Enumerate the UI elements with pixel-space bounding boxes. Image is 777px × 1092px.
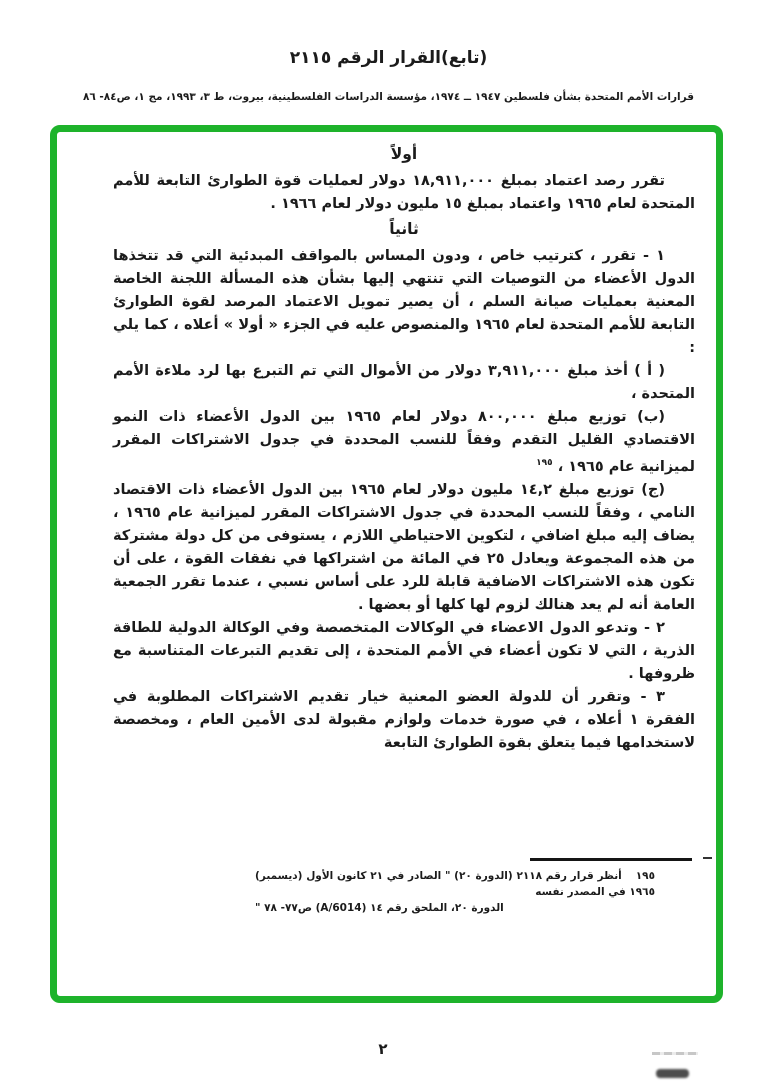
paragraph-clause-1: ١ - تقرر ، كترتيب خاص ، ودون المساس بالمواقف المبدئية التي قد تتخذها الدول الأعضاء من التوصيات التي تنتهي إليها بشأن هذه المسألة اللجنة الخاصة المعنية بعمليات صيانة السلم ، أن يصير تمويل الاعتماد المرصد لقوة الطوارئ التابعة للأمم المتحدة لعام ١٩٦٥ والمنصوص عليه في الجزء « أولا » أعلاه ، كما يلي : <box>113 248 696 356</box>
page-number: ٢ <box>378 1040 388 1058</box>
footnote-number: ١٩٥ <box>635 870 655 882</box>
paragraph-clause-2: ٢ - وتدعو الدول الاعضاء في الوكالات المتخصصة وفي الوكالة الدولية للطاقة الذرية ، التي لا تكون أعضاء في الأمم المتحدة ، إلى تقديم التبرعات المتناسبة مع ظروفها . <box>113 620 695 682</box>
source-citation: قرارات الأمم المتحدة بشأن فلسطين ١٩٤٧ ــ ١٩٧٤، مؤسسة الدراسات الفلسطينية، بيروت، ط ٣، ١٩٩٣، مج ١، ص٨٤- ٨٦ <box>82 91 695 103</box>
footnote <box>255 868 655 916</box>
footnote-separator-line <box>530 858 692 861</box>
clause-1b-text: (ب) توزيع مبلغ ٨٠٠,٠٠٠ دولار لعام ١٩٦٥ بين الدول الأعضاء ذات النمو الاقتصادي القليل التقدم وفقاً للنسب المحددة في جدول الاشتراكات المقرر لميزانية عام ١٩٦٥ ، <box>113 409 695 475</box>
paragraph-clause-1b <box>113 406 695 479</box>
paragraph-appropriation: تقرر رصد اعتماد بمبلغ ١٨,٩١١,٠٠٠ دولار لعمليات قوة الطوارئ التابعة للأمم المتحدة لعام ١٩٦٥ واعتماد بمبلغ ١٥ مليون دولار لعام ١٩٦٦ . <box>113 173 695 212</box>
footnote-separator-dash <box>703 857 712 859</box>
page-title: (تابع)القرار الرقم ٢١١٥ <box>289 48 488 68</box>
scan-smudge-light <box>652 1052 698 1055</box>
footnote-line-2: الدورة ٢٠، الملحق رقم ١٤ (A/6014) ص٧٧- ٧٨ " <box>255 902 504 914</box>
scan-smudge-dark <box>656 1069 689 1078</box>
paragraph-clause-3: ٣ - وتقرر أن للدولة العضو المعنية خيار تقديم الاشتراكات المطلوبة في الفقرة ١ أعلاه ، في صورة خدمات ولوازم مقبولة لدى الأمين العام ، ومخصصة لاستخدامها فيما يتعلق بقوة الطوارئ التابعة <box>113 689 695 751</box>
resolution-body <box>113 141 695 755</box>
footnote-reference-marker: ١٩٥ <box>536 458 553 468</box>
footnote-text-1: أنظر قرار رقم ٢١١٨ (الدورة ٢٠) " الصادر في ٢١ كانون الأول (ديسمبر) ١٩٦٥ في المصدر نفسه <box>255 870 655 898</box>
paragraph-clause-1c: (ج) توزيع مبلغ ١٤,٢ مليون دولار لعام ١٩٦٥ بين الدول الأعضاء ذات الاقتصاد النامي ، وفقاً للنسب المحددة في جدول الاشتراكات المقرر لميزانية عام ١٩٦٥ ، يضاف إليه مبلغ اضافي ، لتكوين الاحتياطي اللازم ، يستوفى من كل دولة مشتركة من هذه المجموعة ويعادل ٢٥ في المائة من اشتراكها في نفقات القوة ، على أن تكون هذه الاشتراكات الاضافية قابلة للرد على أساس نسبي ، عندما تقرر الجمعية العامة أنه لم يعد هنالك لزوم لها كلها أو بعضها . <box>113 482 695 613</box>
section-heading-second: ثانياً <box>389 220 419 238</box>
section-heading-first: أولاً <box>390 145 418 163</box>
paragraph-clause-1a: ( أ ) أخذ مبلغ ٣,٩١١,٠٠٠ دولار من الأموال التي تم التبرع بها لرد ملاءة الأمم المتحدة ، <box>113 363 695 402</box>
footnote-line-1 <box>255 868 655 900</box>
